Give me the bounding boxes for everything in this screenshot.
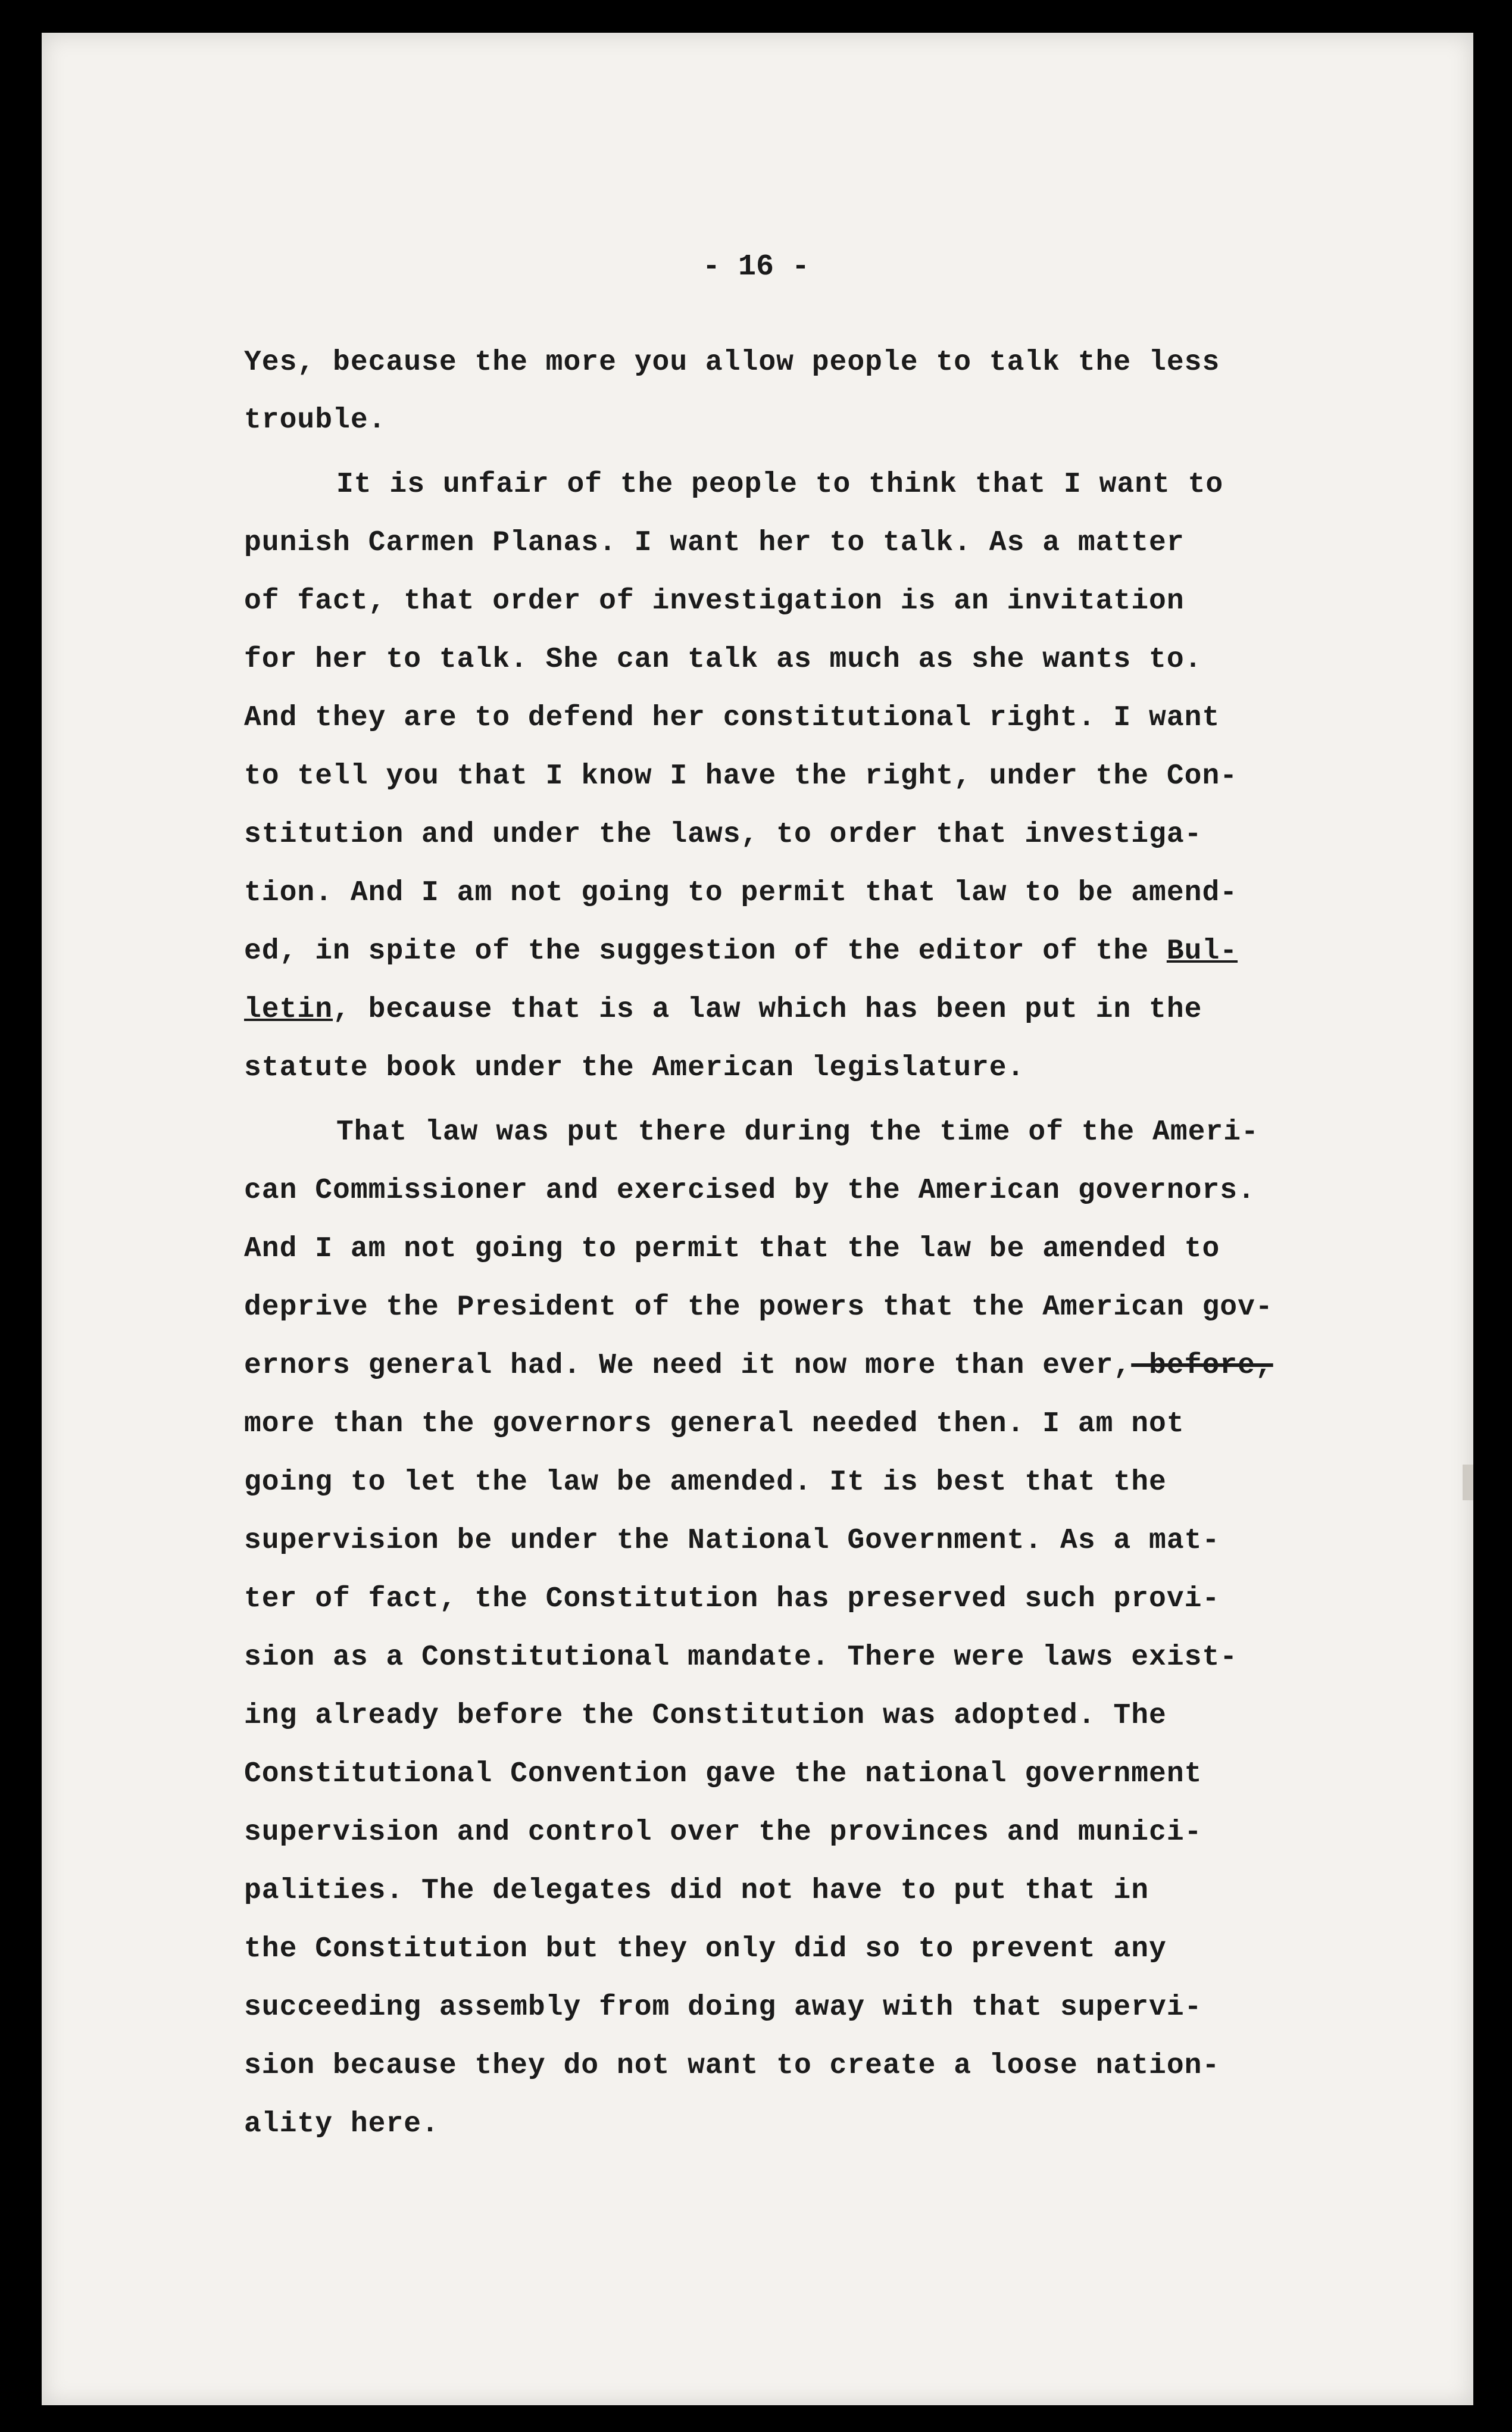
- text-line: tion. And I am not going to permit that law to be amend-: [244, 877, 1238, 909]
- underlined-title-fragment: letin: [244, 994, 333, 1026]
- page-edge-mark: [1463, 1465, 1473, 1500]
- text-line: sion because they do not want to create a loose nation-: [244, 2050, 1220, 2082]
- text-line: [244, 937, 1238, 966]
- text-line: palities. The delegates did not have to put that in: [244, 1875, 1149, 1907]
- text-line: ing already before the Constitution was adopted. The: [244, 1700, 1167, 1732]
- text-line: And I am not going to permit that the law be amended to: [244, 1233, 1220, 1265]
- text-line: stitution and under the laws, to order that investiga-: [244, 819, 1202, 851]
- text-line: supervision be under the National Government. As a mat-: [244, 1525, 1220, 1557]
- text-line: Yes, because the more you allow people to talk the less: [244, 346, 1220, 379]
- text-line: trouble.: [244, 404, 386, 436]
- text-line: more than the governors general needed then. I am not: [244, 1408, 1185, 1440]
- text-line: sion as a Constitutional mandate. There were laws exist-: [244, 1641, 1238, 1674]
- page-number: - 16 -: [702, 250, 810, 284]
- text-line: [244, 995, 1202, 1024]
- text-line: can Commissioner and exercised by the American governors.: [244, 1175, 1255, 1207]
- text-line: That law was put there during the time of the Ameri-: [336, 1116, 1259, 1148]
- text-line: ter of fact, the Constitution has preserved such provi-: [244, 1583, 1220, 1615]
- text-line: Constitutional Convention gave the national government: [244, 1758, 1202, 1790]
- text-line: deprive the President of the powers that the American gov-: [244, 1291, 1273, 1323]
- text-line: for her to talk. She can talk as much as she wants to.: [244, 644, 1202, 676]
- text-line: succeeding assembly from doing away with that supervi-: [244, 1991, 1202, 2024]
- text-line: of fact, that order of investigation is an invitation: [244, 585, 1185, 617]
- text-line: ality here.: [244, 2108, 439, 2140]
- text-line: It is unfair of the people to think that I want to: [336, 469, 1224, 501]
- text-line: And they are to defend her constitutional right. I want: [244, 702, 1220, 734]
- text-line: the Constitution but they only did so to prevent any: [244, 1933, 1167, 1965]
- text-line: punish Carmen Planas. I want her to talk. As a matter: [244, 527, 1185, 559]
- struck-word: before,: [1131, 1350, 1273, 1382]
- text-fragment: , because that is a law which has been put in the: [333, 994, 1202, 1026]
- underlined-title-fragment: Bul-: [1166, 935, 1238, 967]
- text-fragment: ernors general had. We need it now more than ever: [244, 1350, 1114, 1382]
- text-line: going to let the law be amended. It is best that the: [244, 1466, 1167, 1498]
- text-line: to tell you that I know I have the right, under the Con-: [244, 760, 1238, 792]
- text-line: supervision and control over the provinces and munici-: [244, 1816, 1202, 1849]
- text-line: [244, 1351, 1273, 1380]
- handwritten-comma: ,: [1113, 1350, 1132, 1382]
- text-fragment: ed, in spite of the suggestion of the editor of the: [244, 935, 1167, 967]
- text-line: statute book under the American legislature.: [244, 1052, 1025, 1084]
